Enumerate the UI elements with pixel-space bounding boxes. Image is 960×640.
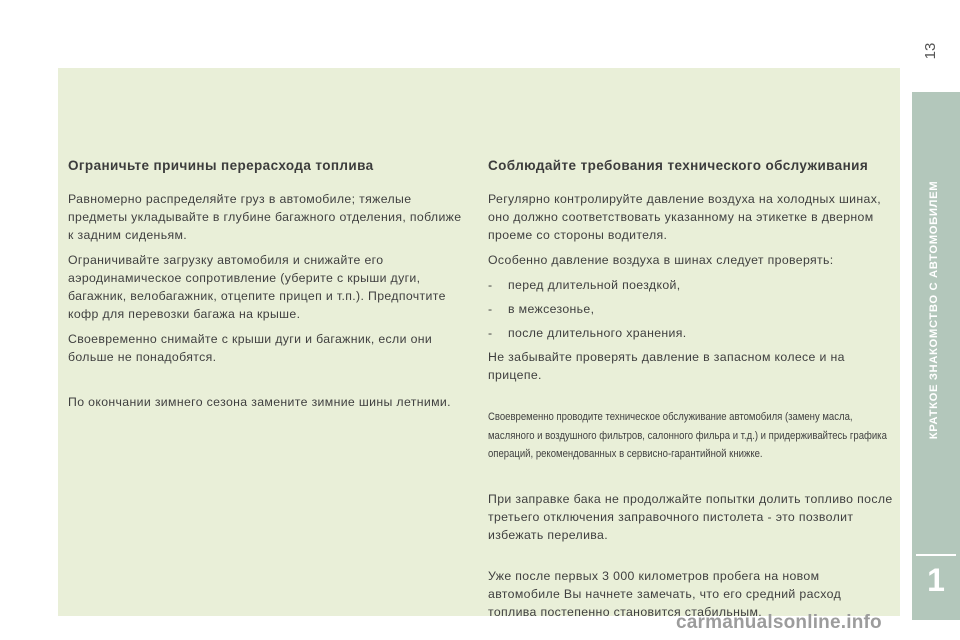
spacer [488, 464, 893, 490]
list-dash: - [488, 302, 493, 316]
spacer [488, 551, 893, 567]
list-item [488, 324, 893, 342]
list-item [488, 300, 893, 318]
right-paragraph-4: При заправке бака не продолжайте попытки долить топливо после третьего отключения заправочного пистолета - это позволит избежать перелива. [488, 491, 893, 542]
watermark: carmanualsonline.info [676, 612, 882, 633]
left-paragraph-4: По окончании зимнего сезона замените зимние шины летними. [68, 395, 451, 409]
check-list [488, 276, 893, 342]
chapter-number: 1 [927, 562, 945, 598]
right-paragraph-3: Не забывайте проверять давление в запасном колесе и на прицепе. [488, 350, 845, 382]
maintenance-note: Своевременно проводите техническое обслуживание автомобиля (замену масла, масляного и воздушного фильтров, салонного фильра и т.д.) и придерживайтесь графика операций, рекомендованных в сервисно-гарантийной книжке. [488, 411, 887, 460]
list-dash: - [488, 278, 493, 292]
chapter-tab [912, 92, 960, 620]
content-panel [58, 68, 900, 619]
left-paragraph-3: Своевременно снимайте с крыши дуги и багажник, если они больше не понадобятся. [68, 332, 433, 364]
right-column [488, 158, 893, 628]
list-item-text: перед длительной поездкой, [508, 278, 681, 292]
list-item [488, 276, 893, 294]
left-paragraph-1: Равномерно распределяйте груз в автомобиле; тяжелые предметы укладывайте в глубине багажного отделения, поближе к задним сиденьям. [68, 192, 462, 242]
chapter-title: КРАТКОЕ ЗНАКОМСТВО С АВТОМОБИЛЕМ [928, 180, 940, 440]
left-paragraph-2: Ограничивайте загрузку автомобиля и снижайте его аэродинамическое сопротивление (уберите с крыши дуги, багажник, велобагажник, отцепите прицеп и т.п.). Предпочтите кофр для перевозки багажа на крыше. [68, 253, 446, 321]
list-item-text: в межсезонье, [508, 302, 595, 316]
list-dash: - [488, 326, 493, 340]
chapter-divider [916, 554, 956, 556]
left-heading: Ограничьте причины перерасхода топлива [68, 158, 374, 173]
right-paragraph-5: Уже после первых 3 000 километров пробега на новом автомобиле Вы начнете замечать, что его средний расход топлива постепенно становится стабильным. [488, 568, 842, 619]
right-paragraph-2: Особенно давление воздуха в шинах следует проверять: [488, 253, 834, 267]
page-number: 13 [922, 42, 939, 60]
right-paragraph-1: Регулярно контролируйте давление воздуха на холодных шинах, оно должно соответствовать указанному на этикетке в дверном проеме со стороны водителя. [488, 192, 881, 242]
list-item-text: после длительного хранения. [508, 326, 687, 340]
spacer [68, 373, 468, 393]
left-column [68, 158, 468, 418]
right-heading: Соблюдайте требования технического обслуживания [488, 158, 869, 173]
